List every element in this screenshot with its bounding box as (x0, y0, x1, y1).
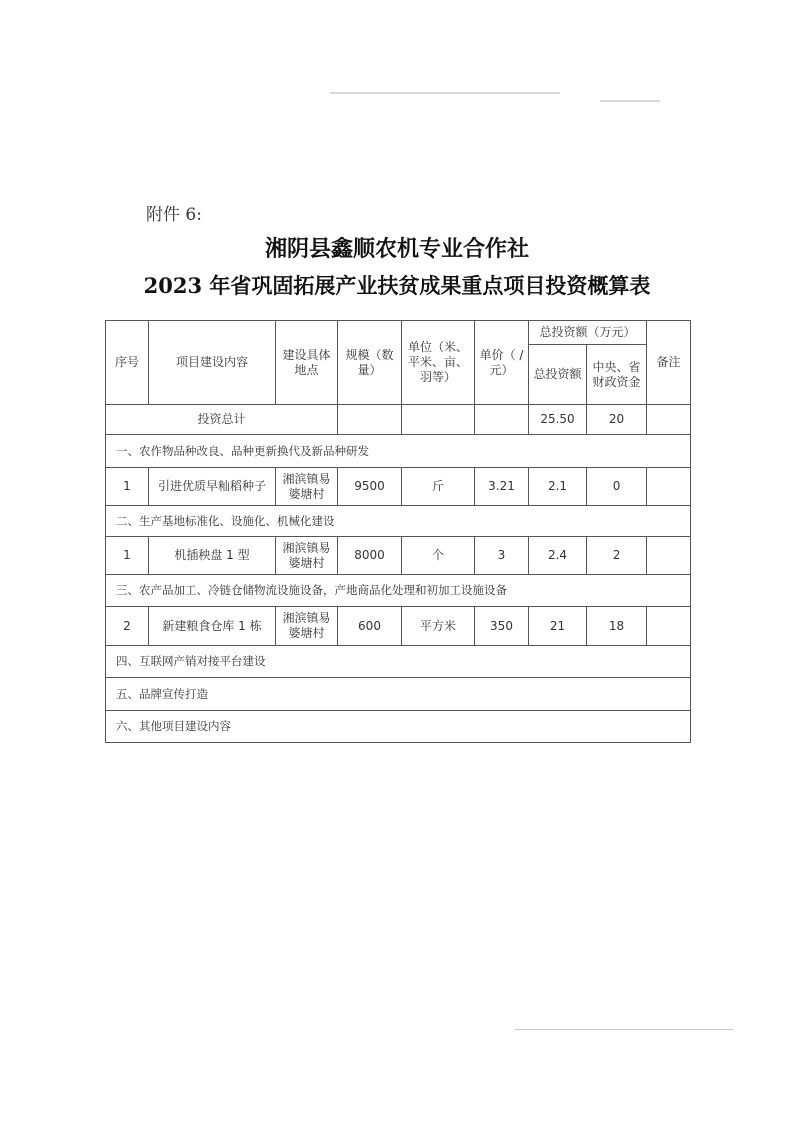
table-cell (475, 405, 529, 435)
section-title: 二、生产基地标准化、设施化、机械化建设 (106, 506, 691, 537)
row-seq: 1 (106, 468, 149, 506)
row-seq: 2 (106, 607, 149, 646)
summary-label: 投资总计 (106, 405, 338, 435)
section-title: 四、互联网产销对接平台建设 (106, 646, 691, 678)
header-row (106, 321, 691, 345)
row-unit: 个 (402, 537, 475, 575)
row-location: 湘滨镇易婆塘村 (276, 607, 338, 646)
row-location: 湘滨镇易婆塘村 (276, 537, 338, 575)
row-content: 机插秧盘 1 型 (149, 537, 276, 575)
row-central: 18 (587, 607, 647, 646)
row-location: 湘滨镇易婆塘村 (276, 468, 338, 506)
section-title: 五、品牌宣传打造 (106, 678, 691, 711)
table-cell (338, 405, 402, 435)
scan-artifact (600, 100, 660, 102)
row-content: 引进优质早籼稻种子 (149, 468, 276, 506)
table-cell (647, 405, 691, 435)
section-row (106, 711, 691, 743)
header-scale: 规模（数量） (338, 321, 402, 405)
document-title-org: 湘阴县鑫顺农机专业合作社 (264, 236, 529, 262)
section-row (106, 575, 691, 607)
table-row (106, 607, 691, 646)
document-title-main: 2023 年省巩固拓展产业扶贫成果重点项目投资概算表 (143, 273, 651, 298)
summary-row (106, 405, 691, 435)
header-location: 建设具体地点 (276, 321, 338, 405)
row-remark (647, 468, 691, 506)
summary-total: 25.50 (529, 405, 587, 435)
row-scale: 9500 (338, 468, 402, 506)
section-row (106, 435, 691, 468)
row-central: 2 (587, 537, 647, 575)
row-central: 0 (587, 468, 647, 506)
section-row (106, 506, 691, 537)
row-total: 2.1 (529, 468, 587, 506)
row-seq: 1 (106, 537, 149, 575)
table-row (106, 537, 691, 575)
row-total: 21 (529, 607, 587, 646)
header-unit: 单位（米、平米、亩、羽等） (402, 321, 475, 405)
row-scale: 8000 (338, 537, 402, 575)
budget-table (105, 320, 691, 743)
row-remark (647, 537, 691, 575)
header-total: 总投资额 (529, 345, 587, 405)
header-total-group: 总投资额（万元） (529, 321, 647, 345)
attachment-label: 附件 6: (146, 205, 202, 225)
section-title: 一、农作物品种改良、品种更新换代及新品种研发 (106, 435, 691, 468)
scan-artifact-line (515, 1029, 733, 1030)
summary-central: 20 (587, 405, 647, 435)
row-price: 3.21 (475, 468, 529, 506)
header-seq: 序号 (106, 321, 149, 405)
header-price: 单价（ / 元） (475, 321, 529, 405)
section-row (106, 646, 691, 678)
scan-artifact (330, 92, 560, 94)
section-row (106, 678, 691, 711)
table-cell (402, 405, 475, 435)
row-unit: 平方米 (402, 607, 475, 646)
row-remark (647, 607, 691, 646)
row-scale: 600 (338, 607, 402, 646)
header-content: 项目建设内容 (149, 321, 276, 405)
header-central: 中央、省财政资金 (587, 345, 647, 405)
row-price: 3 (475, 537, 529, 575)
row-content: 新建粮食仓库 1 栋 (149, 607, 276, 646)
header-remark: 备注 (647, 321, 691, 405)
row-price: 350 (475, 607, 529, 646)
section-title: 三、农产品加工、冷链仓储物流设施设备，产地商品化处理和初加工设施设备 (106, 575, 691, 607)
row-total: 2.4 (529, 537, 587, 575)
section-title: 六、其他项目建设内容 (106, 711, 691, 743)
table-row (106, 468, 691, 506)
row-unit: 斤 (402, 468, 475, 506)
